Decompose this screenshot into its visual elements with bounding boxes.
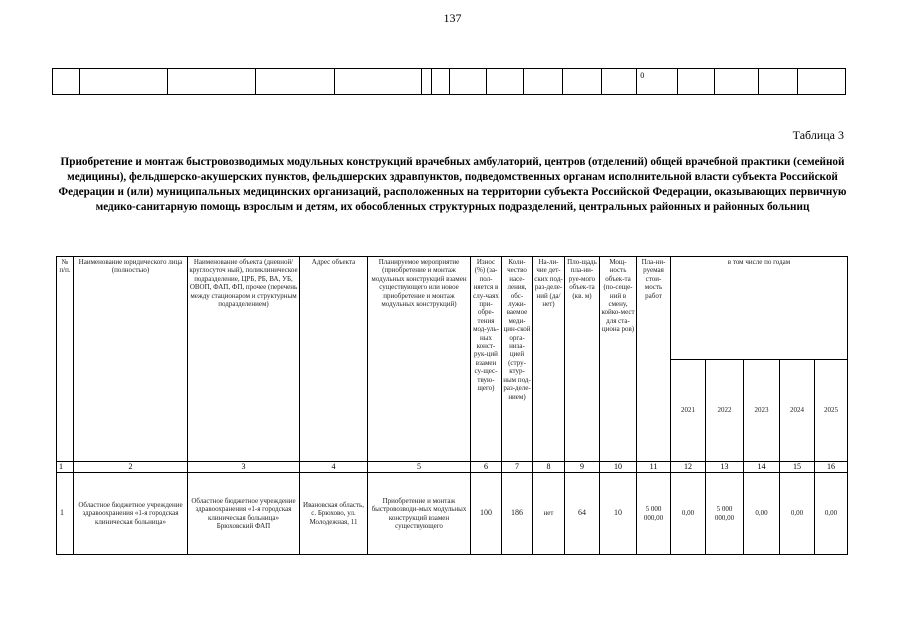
column-number: 11 bbox=[637, 462, 671, 473]
top-cell bbox=[53, 69, 80, 95]
top-cell bbox=[524, 69, 563, 95]
cell-2025: 0,00 bbox=[815, 473, 848, 555]
cell-capacity: 10 bbox=[600, 473, 637, 555]
cell-population: 186 bbox=[502, 473, 533, 555]
column-number: 14 bbox=[744, 462, 780, 473]
cell-object: Областное бюджетное учреждение здравоохранения «1-я городская клиническая больница» Брюховский ФАП bbox=[188, 473, 300, 555]
top-cell bbox=[602, 69, 637, 95]
header-capacity: Мощ-ность объек-та (по-сеще-ний в смену, койко-мест для ста-циона ров) bbox=[600, 257, 637, 462]
column-number: 2 bbox=[74, 462, 188, 473]
page-number: 137 bbox=[443, 11, 462, 25]
header-address: Адрес объекта bbox=[300, 257, 368, 462]
top-cell bbox=[798, 69, 846, 95]
cell-2021: 0,00 bbox=[671, 473, 706, 555]
top-cell bbox=[167, 69, 255, 95]
column-number-row bbox=[57, 462, 848, 473]
continuation-table-row bbox=[52, 68, 846, 95]
header-years-group: в том числе по годам bbox=[671, 257, 848, 360]
header-cost: Пла-ни-руемая стои-мость работ bbox=[637, 257, 671, 462]
cell-2022: 5 000 000,00 bbox=[706, 473, 744, 555]
top-cell bbox=[335, 69, 422, 95]
cell-children: нет bbox=[533, 473, 565, 555]
cell-num: 1 bbox=[57, 473, 74, 555]
column-number: 15 bbox=[780, 462, 815, 473]
header-row bbox=[57, 257, 848, 360]
header-object: Наименование объекта (дневной/круглосуточ ный), поликлиническое подразделение, ЦРБ, РБ, ВА, УБ, ОВОП, ФАП, ФП, прочее (перечень между стационаром и структурным подразделением) bbox=[188, 257, 300, 462]
column-number: 5 bbox=[368, 462, 471, 473]
header-year-2025: 2025 bbox=[815, 359, 848, 462]
top-cell bbox=[432, 69, 450, 95]
header-area: Пло-щадь пла-ни-руе-мого объек-та (кв. м) bbox=[565, 257, 600, 462]
header-year-2024: 2024 bbox=[780, 359, 815, 462]
top-cell bbox=[563, 69, 602, 95]
top-cell bbox=[487, 69, 524, 95]
table-label: Таблица 3 bbox=[792, 128, 844, 142]
column-number: 10 bbox=[600, 462, 637, 473]
cell-area: 64 bbox=[565, 473, 600, 555]
column-number: 1 bbox=[57, 462, 74, 473]
header-wear: Износ (%) (за-пол-няется в слу-чаях при-обре-тения мод-уль-ных конст-рук-ций взамен су-щес-твую-щего) bbox=[471, 257, 502, 462]
table-title: Приобретение и монтаж быстровозводимых модульных конструкций врачебных амбулаторий, центров (отделений) общей врачебной практики (семейной медицины), фельдшерско-акушерских пунктов, фельдшерских здравпунктов, подведомственных органам исполнительной власти субъекта Российской Федерации и (или) муниципальных медицинских организаций, расположенных на территории субъекта Российской Федерации, оказывающих первичную медико-санитарную помощь взрослым и детям, их обособленных структурных подразделений, центральных районных и районных больниц bbox=[58, 156, 847, 213]
column-number: 6 bbox=[471, 462, 502, 473]
header-year-2023: 2023 bbox=[744, 359, 780, 462]
cell-2024: 0,00 bbox=[780, 473, 815, 555]
column-number: 12 bbox=[671, 462, 706, 473]
header-year-2022: 2022 bbox=[706, 359, 744, 462]
cell-cost: 5 000 000,00 bbox=[637, 473, 671, 555]
main-table bbox=[56, 256, 848, 555]
top-cell-value: 0 bbox=[637, 69, 678, 95]
top-cell bbox=[80, 69, 167, 95]
header-population: Коли-чество насе-ления, обс-лужи-ваемое меди-цин-ской орга-низа-цией (стру-ктур-ным под-раз-деле-нием) bbox=[502, 257, 533, 462]
cell-address: Ивановская область, с. Брюхово, ул. Молодежная, 11 bbox=[300, 473, 368, 555]
cell-wear: 100 bbox=[471, 473, 502, 555]
top-cell bbox=[715, 69, 759, 95]
header-children: На-ли-чие дет-ских под-раз-деле-ний (да/нет) bbox=[533, 257, 565, 462]
header-measure: Планируемое мероприятие (приобретение и монтаж модульных конструкций взамен существующего или новое приобретение и монтаж модульных конструкций) bbox=[368, 257, 471, 462]
column-number: 7 bbox=[502, 462, 533, 473]
cell-legal-entity: Областное бюджетное учреждение здравоохранения «1-я городская клиническая больница» bbox=[74, 473, 188, 555]
top-cell bbox=[422, 69, 432, 95]
header-year-2021: 2021 bbox=[671, 359, 706, 462]
header-num: № п/п. bbox=[57, 257, 74, 462]
top-cell bbox=[759, 69, 798, 95]
header-legal-entity: Наименование юридического лица (полностью) bbox=[74, 257, 188, 462]
column-number: 3 bbox=[188, 462, 300, 473]
column-number: 9 bbox=[565, 462, 600, 473]
top-cell bbox=[450, 69, 487, 95]
cell-measure: Приобретение и монтаж быстровозводи-мых модульных конструкций взамен существующего bbox=[368, 473, 471, 555]
top-cell bbox=[678, 69, 715, 95]
column-number: 16 bbox=[815, 462, 848, 473]
column-number: 4 bbox=[300, 462, 368, 473]
column-number: 8 bbox=[533, 462, 565, 473]
table-row bbox=[57, 473, 848, 555]
column-number: 13 bbox=[706, 462, 744, 473]
cell-2023: 0,00 bbox=[744, 473, 780, 555]
top-cell bbox=[256, 69, 335, 95]
